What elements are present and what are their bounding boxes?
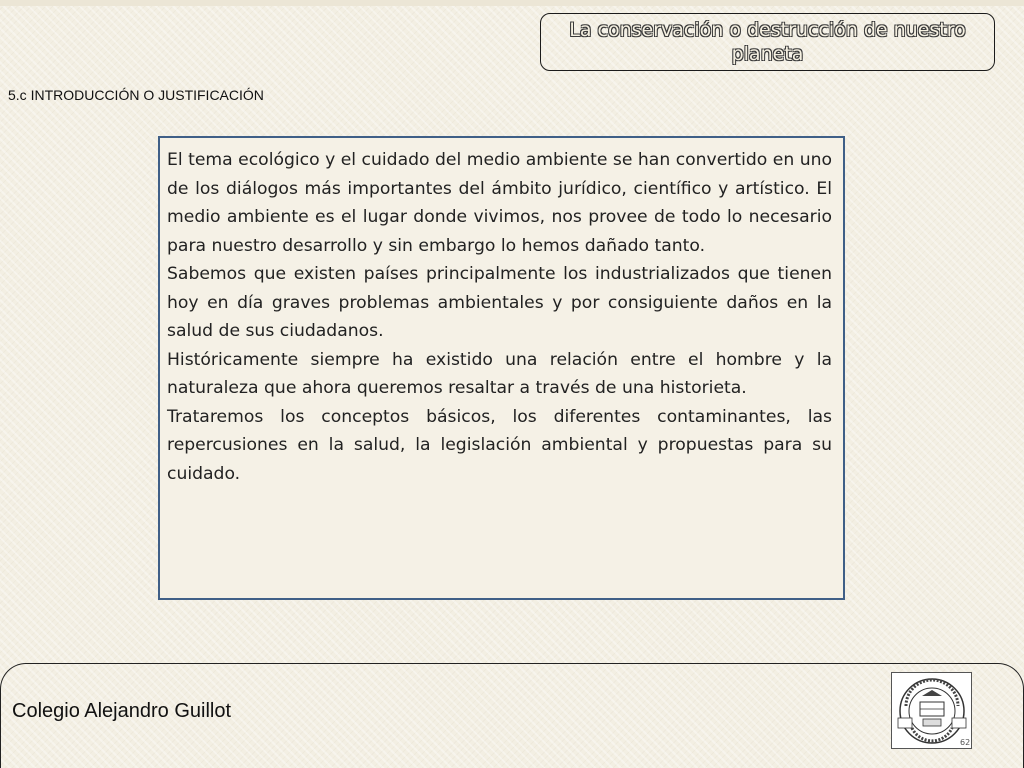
school-crest-icon — [896, 676, 971, 747]
paragraph-4: Trataremos los conceptos básicos, los diferentes contaminantes, las repercusiones en la salud, la legislación ambiental y propuestas para su cuidado. — [167, 406, 832, 484]
paragraph-1: El tema ecológico y el cuidado del medio ambiente se han convertido en uno de los diálogos más importantes del ámbito jurídico, científico y artístico. El medio ambiente es el lugar donde vivimos, nos provee de todo lo necesario para nuestro desarrollo y sin embargo lo hemos dañado tanto. — [167, 150, 832, 256]
page-number: 62 — [960, 738, 971, 747]
title-box — [540, 13, 995, 71]
content-box — [158, 136, 845, 600]
school-name: Colegio Alejandro Guillot — [12, 700, 232, 722]
paragraph-2: Sabemos que existen países principalmente los industrializados que tienen hoy en día graves problemas ambientales y por consiguiente daños en la salud de sus ciudadanos. — [167, 264, 832, 341]
decorative-top-strip — [0, 0, 1024, 6]
paragraph-3: Históricamente siempre ha existido una relación entre el hombre y la naturaleza que ahora queremos resaltar a través de una historieta. — [167, 349, 832, 398]
slide-title: La conservación o destrucción de nuestro planeta — [569, 19, 966, 65]
section-heading: 5.c INTRODUCCIÓN O JUSTIFICACIÓN — [8, 87, 264, 103]
